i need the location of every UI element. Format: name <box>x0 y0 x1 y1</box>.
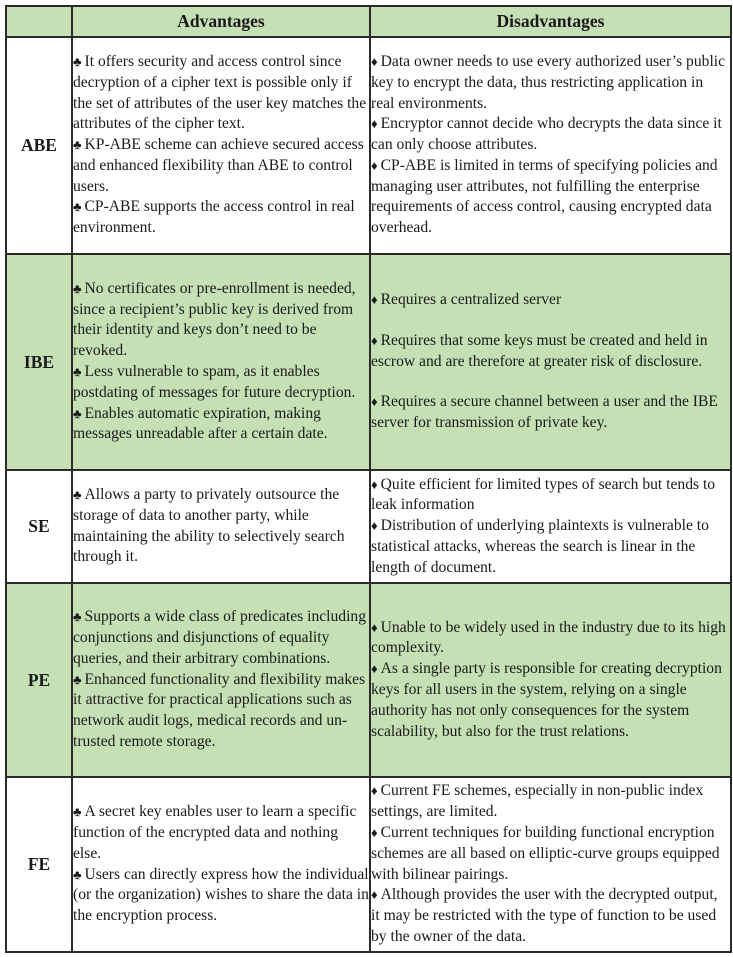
disadvantage-item: ♦ Requires that some keys must be created and held in escrow and are therefore at greater risk of disclosure. <box>371 331 708 370</box>
disadvantages-cell <box>370 583 731 777</box>
diamond-bullet-icon: ♦ <box>371 116 378 132</box>
diamond-bullet-icon: ♦ <box>371 157 378 173</box>
club-bullet-icon: ♣ <box>73 609 82 625</box>
disadvantage-item: ♦ Distribution of underlying plaintexts is vulnerable to statistical attacks, whereas the search is linear in the length of document. <box>371 517 709 576</box>
row-se <box>6 470 731 583</box>
advantage-item: ♣ Less vulnerable to spam, as it enables postdating of messages for future decryption. <box>73 363 356 401</box>
advantages-cell <box>72 777 370 952</box>
row-ibe <box>6 254 731 470</box>
comparison-table <box>5 5 732 953</box>
diamond-bullet-icon: ♦ <box>371 394 378 410</box>
advantage-item: ♣ No certificates or pre-enrollment is needed, since a recipient’s public key is derived from their identity and keys don’t need to be revoked. <box>73 279 356 360</box>
club-bullet-icon: ♣ <box>73 671 82 687</box>
diamond-bullet-icon: ♦ <box>371 824 378 840</box>
advantages-cell <box>72 254 370 470</box>
club-bullet-icon: ♣ <box>73 280 82 296</box>
club-bullet-icon: ♣ <box>73 53 82 69</box>
disadvantage-item: ♦ Data owner needs to use every authorized user’s public key to encrypt the data, thus restricting application in real environments. <box>371 52 726 112</box>
advantage-item: ♣ KP-ABE scheme can achieve secured access and enhanced flexibility than ABE to control users. <box>73 136 364 195</box>
scheme-label: ABE <box>6 37 72 254</box>
advantages-cell <box>72 470 370 583</box>
header-row <box>6 6 731 37</box>
diamond-bullet-icon: ♦ <box>371 476 378 492</box>
disadvantage-item: ♦ Quite efficient for limited types of search but tends to leak information <box>371 475 716 514</box>
club-bullet-icon: ♣ <box>73 486 82 502</box>
club-bullet-icon: ♣ <box>73 405 82 421</box>
advantage-item: ♣ CP-ABE supports the access control in real environment. <box>73 198 355 237</box>
diamond-bullet-icon: ♦ <box>371 292 378 307</box>
diamond-bullet-icon: ♦ <box>371 332 378 348</box>
diamond-bullet-icon: ♦ <box>371 783 378 799</box>
row-fe <box>6 777 731 952</box>
club-bullet-icon: ♣ <box>73 804 82 820</box>
club-bullet-icon: ♣ <box>73 866 82 882</box>
disadvantage-item: ♦ Requires a centralized server <box>371 291 562 308</box>
advantage-item: ♣ Supports a wide class of predicates including conjunctions and disjunctions of equality queries, and their arbitrary combinations. <box>73 608 367 667</box>
scheme-label: IBE <box>6 254 72 470</box>
disadvantage-item: ♦ CP-ABE is limited in terms of specifying policies and managing user attributes, not fulfilling the enterprise requirements of access control, causing encrypted data overhead. <box>371 156 718 237</box>
diamond-bullet-icon: ♦ <box>371 887 378 903</box>
disadvantages-cell <box>370 37 731 254</box>
advantage-item: ♣ Enhanced functionality and flexibility makes it attractive for practical applications such as network audit logs, medical records and un-trusted remote storage. <box>73 670 366 750</box>
advantages-cell <box>72 37 370 254</box>
advantage-item: ♣ Allows a party to privately outsource the storage of data to another party, while maintaining the ability to selectively search through it. <box>73 485 345 566</box>
header-scheme <box>6 6 72 37</box>
header-disadvantages: Disadvantages <box>370 6 731 37</box>
scheme-label: PE <box>6 583 72 777</box>
disadvantage-item: ♦ Although provides the user with the decrypted output, it may be restricted with the type of function to be used by the owner of the data. <box>371 886 718 945</box>
scheme-label: SE <box>6 470 72 583</box>
disadvantages-cell <box>370 470 731 583</box>
disadvantage-item: ♦ Requires a secure channel between a user and the IBE server for transmission of private key. <box>371 393 718 432</box>
advantage-item: ♣ Users can directly express how the individual (or the organization) wishes to share the data in the encryption process. <box>73 865 369 925</box>
club-bullet-icon: ♣ <box>73 364 82 379</box>
diamond-bullet-icon: ♦ <box>371 661 378 677</box>
row-abe <box>6 37 731 254</box>
disadvantages-cell <box>370 254 731 470</box>
club-bullet-icon: ♣ <box>73 199 82 215</box>
disadvantage-item: ♦ Encryptor cannot decide who decrypts the data since it can only choose attributes. <box>371 115 722 154</box>
disadvantages-cell <box>370 777 731 952</box>
disadvantage-item: ♦ Unable to be widely used in the industry due to its high complexity. <box>371 618 726 657</box>
disadvantage-item: ♦ As a single party is responsible for creating decryption keys for all users in the system, relying on a single authority has not only consequences for the system scalability, but also for the trust relations. <box>371 660 722 740</box>
advantage-item: ♣ It offers security and access control since decryption of a cipher text is possible only if the set of attributes of the user key matches the attributes of the cipher text. <box>73 52 367 133</box>
advantage-item: ♣ Enables automatic expiration, making messages unreadable after a certain date. <box>73 404 328 443</box>
disadvantage-item: ♦ Current techniques for building functional encryption schemes are all based on elliptic-curve groups equipped with bilinear pairings. <box>371 823 720 883</box>
club-bullet-icon: ♣ <box>73 137 82 153</box>
diamond-bullet-icon: ♦ <box>371 619 378 635</box>
scheme-label: FE <box>6 777 72 952</box>
row-pe <box>6 583 731 777</box>
advantages-cell <box>72 583 370 777</box>
diamond-bullet-icon: ♦ <box>371 53 378 69</box>
advantage-item: ♣ A secret key enables user to learn a specific function of the encrypted data and nothing else. <box>73 803 357 862</box>
disadvantage-item: ♦ Current FE schemes, especially in non-public index settings, are limited. <box>371 782 704 821</box>
header-advantages: Advantages <box>72 6 370 37</box>
diamond-bullet-icon: ♦ <box>371 518 378 534</box>
